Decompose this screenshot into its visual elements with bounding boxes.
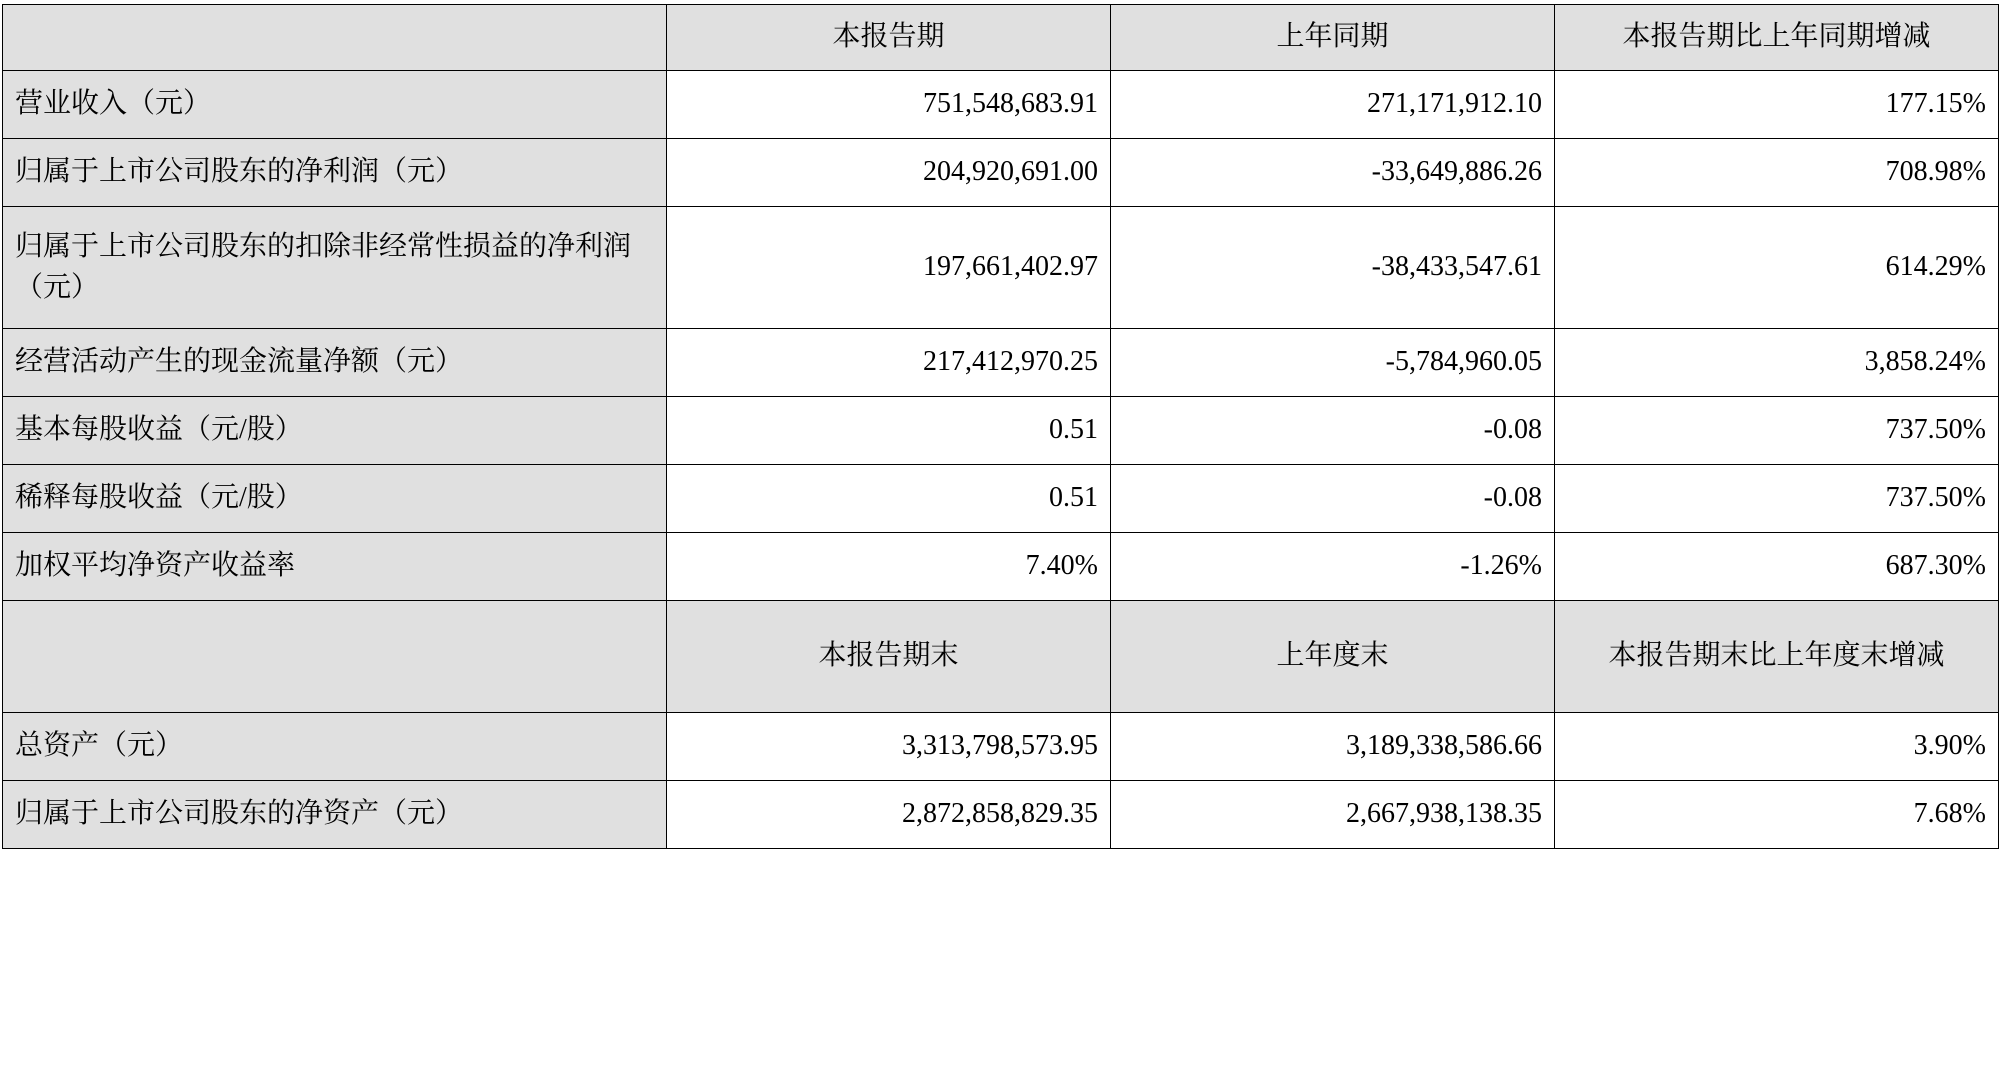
row-value-change: 614.29% — [1555, 207, 1999, 329]
row-value-current: 217,412,970.25 — [667, 329, 1111, 397]
header-blank-cell — [3, 5, 667, 71]
table-row — [3, 781, 1999, 849]
row-label: 稀释每股收益（元/股） — [3, 465, 667, 533]
row-value-change: 177.15% — [1555, 71, 1999, 139]
table-row — [3, 533, 1999, 601]
table-row — [3, 71, 1999, 139]
row-value-prior: 271,171,912.10 — [1111, 71, 1555, 139]
table-row — [3, 465, 1999, 533]
row-value-prior: -0.08 — [1111, 465, 1555, 533]
row-value-prior: 3,189,338,586.66 — [1111, 713, 1555, 781]
row-label: 加权平均净资产收益率 — [3, 533, 667, 601]
row-value-change: 3,858.24% — [1555, 329, 1999, 397]
header-yoy-change: 本报告期比上年同期增减 — [1555, 5, 1999, 71]
row-value-current: 751,548,683.91 — [667, 71, 1111, 139]
row-value-change: 708.98% — [1555, 139, 1999, 207]
table-row — [3, 139, 1999, 207]
row-label: 营业收入（元） — [3, 71, 667, 139]
row-value-current: 0.51 — [667, 397, 1111, 465]
row-label: 归属于上市公司股东的净资产（元） — [3, 781, 667, 849]
header-prior-year-end: 上年度末 — [1111, 601, 1555, 713]
row-value-current: 3,313,798,573.95 — [667, 713, 1111, 781]
row-value-current: 204,920,691.00 — [667, 139, 1111, 207]
row-value-prior: -38,433,547.61 — [1111, 207, 1555, 329]
row-label: 基本每股收益（元/股） — [3, 397, 667, 465]
header-current-period: 本报告期 — [667, 5, 1111, 71]
row-value-change: 7.68% — [1555, 781, 1999, 849]
row-value-current: 197,661,402.97 — [667, 207, 1111, 329]
table-header-row-2 — [3, 601, 1999, 713]
table-row — [3, 329, 1999, 397]
row-label: 归属于上市公司股东的扣除非经常性损益的净利润（元） — [3, 207, 667, 329]
row-value-current: 2,872,858,829.35 — [667, 781, 1111, 849]
header-same-period-last-year: 上年同期 — [1111, 5, 1555, 71]
row-value-prior: -5,784,960.05 — [1111, 329, 1555, 397]
row-value-change: 687.30% — [1555, 533, 1999, 601]
financial-summary-table — [2, 4, 1999, 849]
row-label: 经营活动产生的现金流量净额（元） — [3, 329, 667, 397]
row-value-prior: 2,667,938,138.35 — [1111, 781, 1555, 849]
row-value-change: 737.50% — [1555, 397, 1999, 465]
header-blank-cell-2 — [3, 601, 667, 713]
row-value-prior: -1.26% — [1111, 533, 1555, 601]
row-value-current: 0.51 — [667, 465, 1111, 533]
row-value-change: 737.50% — [1555, 465, 1999, 533]
row-label: 总资产（元） — [3, 713, 667, 781]
header-period-end: 本报告期末 — [667, 601, 1111, 713]
table-header-row — [3, 5, 1999, 71]
table-row — [3, 397, 1999, 465]
row-value-change: 3.90% — [1555, 713, 1999, 781]
row-value-current: 7.40% — [667, 533, 1111, 601]
row-value-prior: -33,649,886.26 — [1111, 139, 1555, 207]
table-row — [3, 713, 1999, 781]
header-period-end-change: 本报告期末比上年度末增减 — [1555, 601, 1999, 713]
row-value-prior: -0.08 — [1111, 397, 1555, 465]
row-label: 归属于上市公司股东的净利润（元） — [3, 139, 667, 207]
table-row — [3, 207, 1999, 329]
